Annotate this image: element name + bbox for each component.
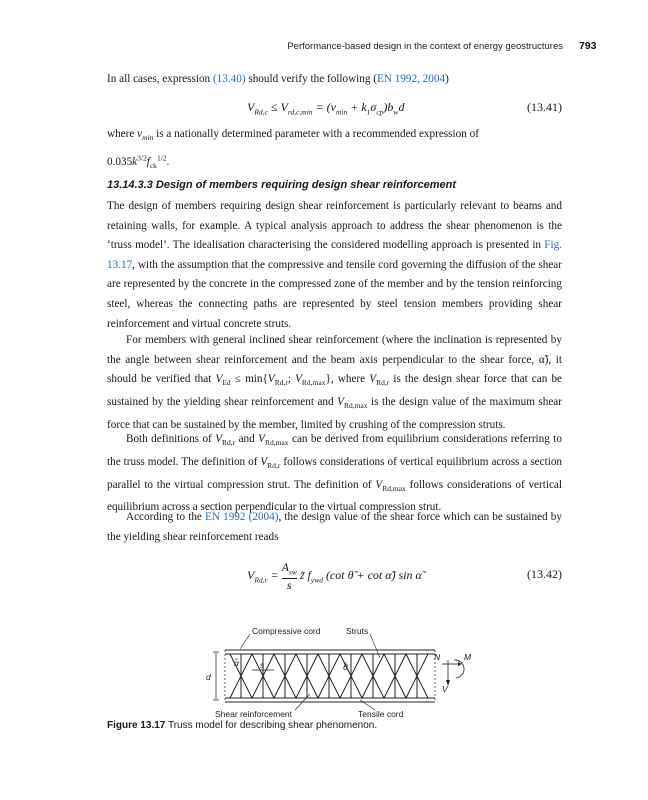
figure-caption bbox=[107, 720, 377, 731]
intro-text-c: ) bbox=[445, 73, 449, 85]
equation-13-41-formula: $V_{Rd,c} \le V_{rd,c,min} = (v_{min} + k_1\sigma_{cp})b_wd$ bbox=[247, 100, 405, 117]
running-title: Performance-based design in the context of energy geostructures bbox=[287, 41, 563, 52]
equation-13-41-number: (13.41) bbox=[527, 100, 562, 114]
section-heading: 13.14.3.3 Design of members requiring design shear reinforcement bbox=[107, 179, 457, 191]
label-shear-reinforcement: Shear reinforcement bbox=[215, 709, 293, 719]
caption-label: Figure 13.17 bbox=[107, 720, 166, 731]
truss-model-figure bbox=[206, 622, 480, 722]
label-alpha: α̃ bbox=[234, 658, 239, 668]
label-d: d bbox=[206, 672, 211, 682]
equation-13-42-formula: $V_{Rd,r}$ = $A_{sw}$ s z̃ $f_{ywd}$ (cot θ̃ + cot α̃) sin α̃ bbox=[247, 560, 422, 593]
caption-text: Truss model for describing shear phenomenon. bbox=[165, 720, 378, 731]
equation-13-42 bbox=[107, 561, 562, 591]
ref-eq-13-40[interactable]: (13.40) bbox=[212, 73, 246, 85]
ref-en-1992-2004[interactable]: EN 1992 (2004) bbox=[205, 511, 279, 523]
ref-en-1992[interactable]: EN 1992, 2004 bbox=[377, 73, 446, 85]
paragraph-2: For members with general inclined shear reinforcement (where the inclination is represented by the angle between shear reinforcement and the beam axis perpendicular to the shear force, α̃), it should be verified that $V_{Ed} \le \min\{V_{Rd,r}$; $V_{Rd,max}$}, where $V_{Rd,r}$ is the design shear force that can be sustained by the yielding shear reinforcement and $V_{Rd,max}$ is the design value of the maximum shear force that can be sustained by the member, limited by crushing of the compression struts. bbox=[107, 334, 563, 431]
where-clause: where $v_{min}$ is a nationally determined parameter with a recommended expression of $0.035k^{3/2}f_{ck}^{1/2}$. bbox=[107, 128, 479, 170]
label-compressive-cord: Compressive cord bbox=[252, 626, 321, 636]
label-struts: Struts bbox=[346, 626, 369, 636]
ref-fig-13-17[interactable]: Fig. 13.17 bbox=[107, 239, 562, 271]
label-tensile-cord: Tensile cord bbox=[358, 709, 404, 719]
label-V: V bbox=[442, 684, 448, 694]
equation-13-41 bbox=[107, 100, 562, 122]
label-theta: θ̃ bbox=[343, 662, 348, 672]
intro-text-a: In all cases, expression bbox=[107, 73, 213, 85]
paragraph-1: The design of members requiring design shear reinforcement is particularly relevant to beams and retaining walls, for example. A typical analysis approach to address the shear phenomenon is the ‘truss model’. The idealisation characterising the considered modelling approach is presented in Fig. 13.17, with the assumption that the compressive and tensile cord governing the diffusion of the shear are represented by the concrete in the compressed zone of the member and by the tension reinforcing steel, whereas the connecting paths are represented by steel tension members providing shear reinforcement and virtual concrete struts. bbox=[107, 200, 562, 330]
paragraph-3: Both definitions of $V_{Rd,r}$ and $V_{Rd,max}$ can be derived from equilibrium considerations referring to the truss model. The definition of $V_{Rd,r}$ follows considerations of vertical equilibrium across a section parallel to the virtual compression strut. The definition of $V_{Rd,max}$ follows considerations of vertical equilibrium across a section perpendicular to the virtual compression strut. bbox=[107, 433, 563, 514]
intro-text-b: should verify the following ( bbox=[245, 73, 377, 85]
label-M: M bbox=[464, 652, 472, 662]
equation-13-42-number: (13.42) bbox=[527, 567, 562, 581]
page-number: 793 bbox=[579, 40, 597, 52]
label-s: s bbox=[260, 660, 265, 670]
intro-line bbox=[107, 70, 562, 90]
paragraph-4: According to the EN 1992 (2004), the design value of the shear force which can be sustained by the yielding shear reinforcement reads bbox=[107, 511, 562, 543]
label-N: N bbox=[434, 652, 441, 662]
